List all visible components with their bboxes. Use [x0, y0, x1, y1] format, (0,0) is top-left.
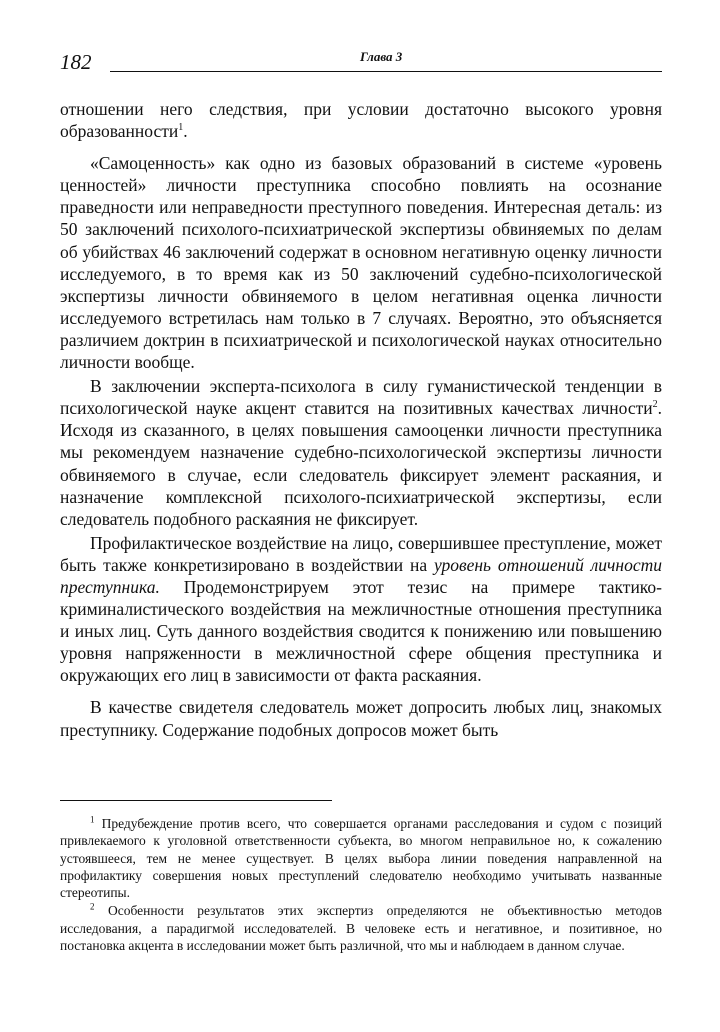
- footnote-2: [60, 902, 662, 954]
- paragraph-1-end: .: [183, 121, 188, 142]
- footnote-1-mark: 1: [90, 814, 95, 825]
- paragraph-2: «Самоценность» как одно из базовых образований в системе «уровень ценностей» личности преступника способно повлиять на осознание праведности или неправедности преступного поведения. Интересная деталь: из 50 заключений психолого-психиатрической экспертизы обвиняемых по делам об убийствах 46 заключений содержат в основном негативную оценку личности исследуемого, в то время как из 50 заключений судебно-психологической экспертизы личности обвиняемого в целом негативная оценка личности исследуемого встретилась нам только в 7 случаях. Вероятно, это объясняется различием доктрин в психиатрической и психологической науках относительно личности вообще.: [60, 153, 662, 373]
- page-number: 182: [60, 50, 92, 74]
- paragraph-1: [60, 98, 662, 142]
- header-rule: [110, 71, 662, 72]
- paragraph-5: В качестве свидетеля следователь может допросить любых лиц, знакомых преступнику. Содержание подобных допросов может быть: [60, 697, 662, 740]
- footnote-2-text: Особенности результатов этих экспертиз определяются не объективностью методов исследования, а парадигмой исследователей. В человеке есть и негативное, и позитивное, но постановка акцента в исследовании может быть различной, что мы и наблюдаем в данном случае.: [60, 903, 662, 954]
- footnote-ref-2: 2: [652, 399, 658, 411]
- paragraph-4-part-b: Продемонстрируем этот тезис на примере тактико-криминалистического воздействия на межличностные отношения преступника и иных лиц. Суть данного воздействия сводится к понижению или повышению уровня напряженности в межличностной сфере общения преступника и окружающих его лиц в зависимости от факта раскаяния.: [60, 576, 662, 686]
- footnote-2-mark: 2: [90, 901, 95, 912]
- paragraph-4: [60, 532, 662, 687]
- page-header: [60, 44, 662, 78]
- paragraph-4-part-a: Профилактическое воздействие на лицо, совершившее преступление, может быть также конкретизировано в воздействии на: [60, 532, 662, 575]
- footnote-ref-1: 1: [178, 122, 184, 134]
- paragraph-4-emphasis: уровень отношений личности преступника.: [60, 554, 662, 597]
- footnote-1: [60, 815, 662, 901]
- footnotes: [60, 815, 662, 954]
- footnote-separator: [60, 800, 332, 801]
- paragraph-3: [60, 375, 662, 530]
- paragraph-3-part-b: . Исходя из сказанного, в целях повышения самооценки личности преступника мы рекомендуем назначение судебно-психологической экспертизы личности обвиняемого в случае, если следователь фиксирует элемент раскаяния, и назначение комплексной психолого-психиатрической экспертизы, если следователь подобного раскаяния не фиксирует.: [60, 398, 662, 529]
- paragraph-1-text: отношении него следствия, при условии достаточно высокого уровня образованности: [60, 99, 662, 142]
- paragraph-3-part-a: В заключении эксперта-психолога в силу гуманистической тенденции в психологической науке акцент ставится на позитивных качествах личности: [60, 376, 662, 419]
- main-text: [60, 98, 662, 741]
- chapter-title: Глава 3: [360, 49, 403, 64]
- footnote-1-text: Предубеждение против всего, что совершается органами расследования и судом с позиций привлекаемого к уголовной ответственности субъекта, во многом неправильное но, к сожалению устоявшееся, тем не менее существует. В целях выбора линии поведения направленной на профилактику совершения новых преступлений следователю необходимо учитывать названные стереотипы.: [60, 816, 662, 901]
